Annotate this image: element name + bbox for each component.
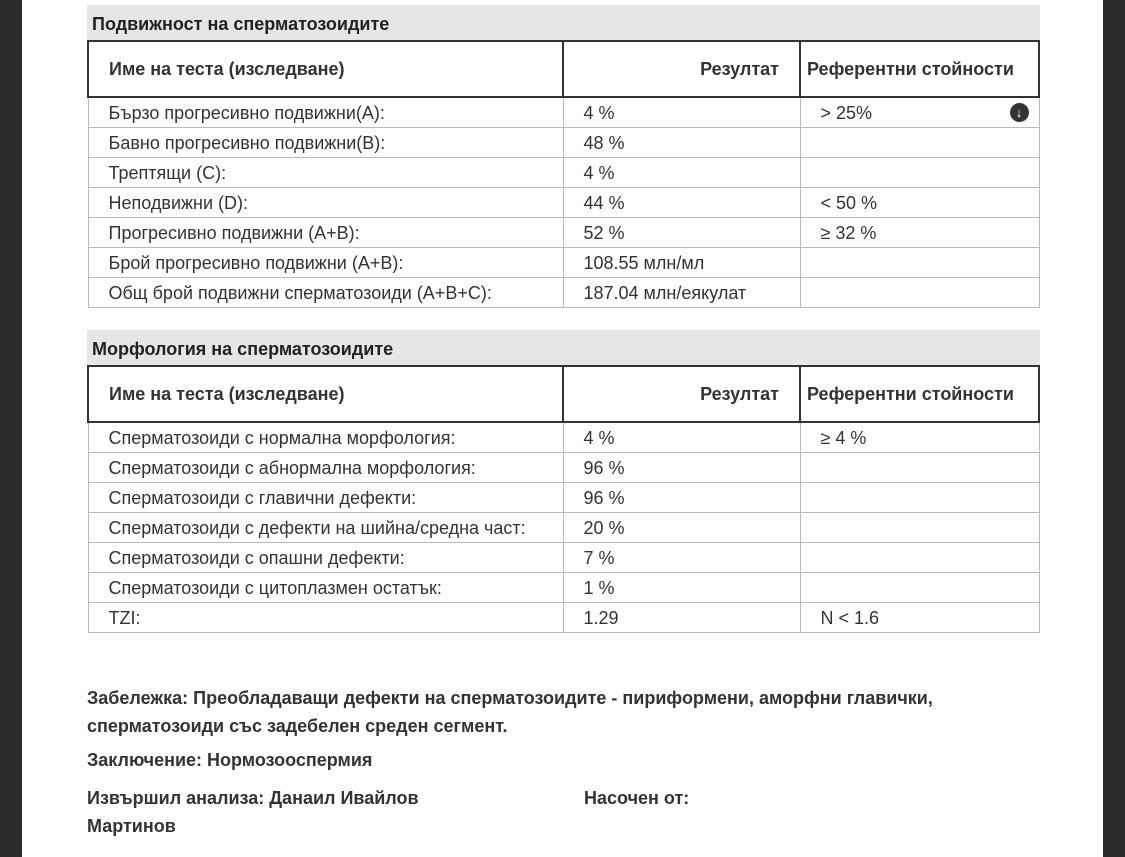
table-row: [88, 278, 1039, 308]
cell-text: Брой прогресивно подвижни (A+B):: [108, 252, 404, 273]
cell-text: 4 %: [583, 162, 615, 183]
reference-cell: [800, 453, 1039, 483]
cell-text: 108.55 млн/мл: [583, 252, 705, 273]
cell-text: 4 %: [583, 427, 615, 448]
result-cell: [563, 422, 800, 453]
cell-text: ≥ 4 %: [820, 427, 867, 448]
cell-text: 7 %: [583, 547, 615, 568]
header-test-name: Име на теста (изследване): [88, 41, 563, 97]
table-row: [88, 248, 1039, 278]
reference-cell: [800, 483, 1039, 513]
morphology-table: [87, 365, 1040, 633]
reference-cell: [800, 218, 1039, 248]
cell-text: Трептящи (C):: [108, 162, 227, 183]
cell-text: 52 %: [583, 222, 625, 243]
table-row: [88, 513, 1039, 543]
table-row: [88, 128, 1039, 158]
cell-text: Сперматозоиди с главични дефекти:: [108, 487, 417, 508]
performed-by-text: Извършил анализа: Данаил Ивайлов Мартинов: [87, 788, 419, 836]
result-cell: [563, 97, 800, 128]
cell-text: 44 %: [583, 192, 625, 213]
result-cell: [563, 158, 800, 188]
result-cell: [563, 248, 800, 278]
test-name-cell: [88, 128, 563, 158]
cell-text: Прогресивно подвижни (A+B):: [108, 222, 360, 243]
header-result: Резултат: [563, 366, 800, 422]
section-title: Подвижност на сперматозоидите: [87, 5, 1040, 40]
table-row: [88, 573, 1039, 603]
reference-cell: [800, 513, 1039, 543]
test-name-cell: [88, 453, 563, 483]
cell-text: 187.04 млн/еякулат: [583, 282, 747, 303]
cell-text: TZI:: [108, 607, 141, 628]
test-name-cell: [88, 543, 563, 573]
table-row: [88, 483, 1039, 513]
test-name-cell: [88, 422, 563, 453]
test-name-cell: [88, 483, 563, 513]
motility-section: [87, 5, 1040, 308]
reference-cell: [800, 422, 1039, 453]
header-reference: Референтни стойности: [800, 366, 1039, 422]
reference-cell: [800, 248, 1039, 278]
result-cell: [563, 188, 800, 218]
referred-by-text: Насочен от:: [584, 788, 690, 808]
table-row: [88, 422, 1039, 453]
cell-text: 1 %: [583, 577, 615, 598]
header-reference: Референтни стойности: [800, 41, 1039, 97]
test-name-cell: [88, 248, 563, 278]
result-cell: [563, 218, 800, 248]
cell-text: 48 %: [583, 132, 625, 153]
result-cell: [563, 483, 800, 513]
result-cell: [563, 128, 800, 158]
conclusion-text: Заключение: Нормозооспермия: [87, 750, 373, 770]
result-cell: [563, 573, 800, 603]
cell-text: Сперматозоиди с дефекти на шийна/средна част:: [108, 517, 526, 538]
cell-text: 96 %: [583, 487, 625, 508]
cell-text: < 50 %: [820, 192, 878, 213]
cell-text: Сперматозоиди с нормална морфология:: [108, 427, 456, 448]
cell-text: > 25%: [820, 102, 873, 123]
cell-text: ≥ 32 %: [820, 222, 877, 243]
cell-text: 20 %: [583, 517, 625, 538]
table-row: [88, 97, 1039, 128]
test-name-cell: [88, 218, 563, 248]
cell-text: Сперматозоиди с опашни дефекти:: [108, 547, 405, 568]
table-row: [88, 158, 1039, 188]
test-name-cell: [88, 158, 563, 188]
note-text: Забележка: Преобладаващи дефекти на сперматозоидите - пириформени, аморфни главички, сперматозоиди със задебелен среден сегмент.: [87, 688, 933, 736]
download-arrow-icon[interactable]: ↓: [1010, 103, 1029, 122]
document-page: [22, 0, 1103, 857]
test-name-cell: [88, 513, 563, 543]
table-row: [88, 218, 1039, 248]
cell-text: Общ брой подвижни сперматозоиди (A+B+C):: [108, 282, 492, 303]
test-name-cell: [88, 603, 563, 633]
cell-text: Сперматозоиди с абнормална морфология:: [108, 457, 476, 478]
cell-text: 1.29: [583, 607, 619, 628]
cell-text: Сперматозоиди с цитоплазмен остатък:: [108, 577, 442, 598]
test-name-cell: [88, 573, 563, 603]
header-result: Резултат: [563, 41, 800, 97]
motility-table: [87, 40, 1040, 308]
result-cell: [563, 513, 800, 543]
test-name-cell: [88, 278, 563, 308]
table-row: [88, 188, 1039, 218]
morphology-section: [87, 330, 1040, 633]
cell-text: 96 %: [583, 457, 625, 478]
reference-cell: [800, 603, 1039, 633]
section-title: Морфология на сперматозоидите: [87, 330, 1040, 365]
cell-text: N < 1.6: [820, 607, 880, 628]
header-test-name: Име на теста (изследване): [88, 366, 563, 422]
cell-text: Бързо прогресивно подвижни(A):: [108, 102, 385, 123]
cell-text: Бавно прогресивно подвижни(B):: [108, 132, 386, 153]
reference-cell: [800, 188, 1039, 218]
test-name-cell: [88, 188, 563, 218]
cell-text: 4 %: [583, 102, 615, 123]
table-row: [88, 543, 1039, 573]
result-cell: [563, 543, 800, 573]
result-cell: [563, 453, 800, 483]
reference-cell: [800, 278, 1039, 308]
test-name-cell: [88, 97, 563, 128]
result-cell: [563, 278, 800, 308]
reference-cell: [800, 158, 1039, 188]
table-row: [88, 453, 1039, 483]
reference-cell: [800, 97, 1039, 128]
table-row: [88, 603, 1039, 633]
reference-cell: [800, 128, 1039, 158]
result-cell: [563, 603, 800, 633]
reference-cell: [800, 573, 1039, 603]
cell-text: Неподвижни (D):: [108, 192, 249, 213]
reference-cell: [800, 543, 1039, 573]
